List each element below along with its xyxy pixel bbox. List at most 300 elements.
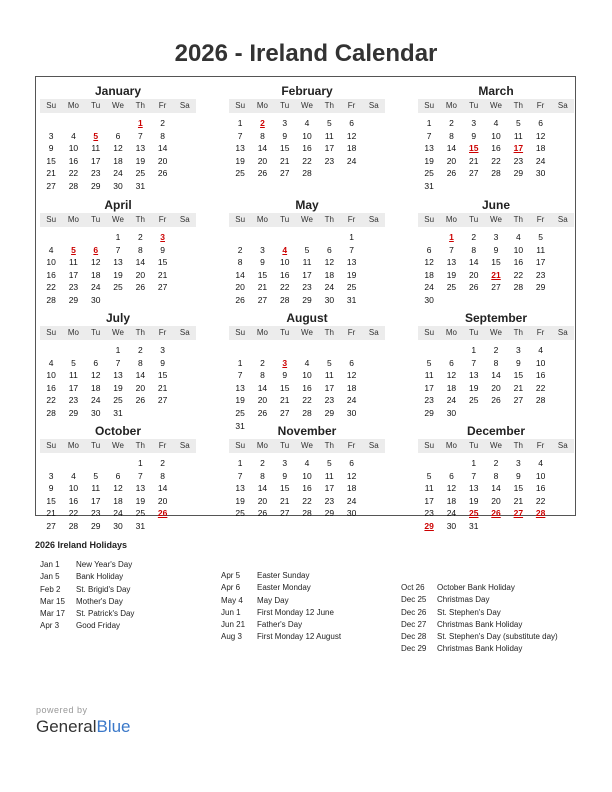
day-cell: 21 (469, 155, 479, 166)
day-cell: 8 (449, 130, 454, 141)
day-cell: 15 (280, 143, 290, 154)
day-cell: 8 (160, 470, 165, 481)
day-cell: 28 (302, 508, 312, 519)
month-april (40, 197, 196, 307)
day-cell: 28 (46, 407, 56, 418)
day-cell: 21 (513, 495, 524, 506)
weekday-label: We (301, 441, 313, 450)
day-cell: 6 (349, 357, 354, 368)
day-cell: 18 (91, 382, 101, 393)
day-cell: 27 (280, 407, 290, 418)
day-cell: 10 (68, 143, 79, 154)
day-cell: 27 (491, 282, 501, 293)
day-cell: 16 (46, 382, 56, 393)
day-cell: 4 (71, 470, 76, 481)
day-cell: 31 (113, 407, 123, 418)
day-cell: 11 (91, 483, 101, 494)
day-cell: 30 (424, 294, 434, 305)
day-cell: 31 (346, 294, 357, 305)
day-cell: 17 (68, 382, 79, 393)
weekday-label: Tu (280, 441, 290, 450)
weekday-label: Su (424, 101, 435, 110)
holiday-row (221, 595, 341, 607)
day-cell: 19 (113, 382, 123, 393)
day-cell: 18 (446, 495, 457, 506)
day-cell: 11 (324, 370, 334, 381)
day-cell: 20 (257, 155, 268, 166)
month-july (40, 310, 196, 420)
empty-cell (62, 344, 84, 357)
day-cell: 16 (280, 269, 290, 280)
day-cell: 27 (280, 508, 290, 519)
weekday-label: Fr (536, 328, 545, 337)
empty-cell (251, 344, 273, 357)
weekday-header (40, 99, 196, 113)
holiday-day: 6 (93, 244, 99, 255)
day-cell: 1 (115, 345, 121, 355)
weekday-label: Th (324, 441, 334, 450)
day-cell: 18 (446, 382, 457, 393)
day-grid (418, 457, 574, 533)
weekday-label: Su (235, 328, 246, 337)
month-name: November (277, 424, 337, 438)
day-cell: 6 (349, 458, 354, 468)
day-cell: 27 (157, 282, 168, 293)
holiday-day: 1 (137, 118, 143, 128)
weekday-label: Mo (67, 328, 79, 337)
holiday-column (40, 559, 134, 633)
day-cell: 1 (471, 345, 477, 355)
day-cell: 16 (535, 483, 546, 494)
day-cell: 18 (91, 269, 101, 280)
logo-general: General (36, 717, 97, 736)
weekday-label: Sa (368, 441, 379, 450)
day-cell: 12 (446, 370, 457, 381)
month-january (40, 83, 196, 193)
day-cell: 25 (235, 407, 245, 418)
day-cell: 20 (491, 382, 501, 393)
holiday-name: Easter Monday (257, 583, 311, 593)
day-cell: 9 (160, 244, 165, 255)
day-cell: 17 (535, 257, 546, 268)
weekday-label: Th (324, 101, 334, 110)
day-cell: 1 (349, 232, 354, 242)
day-cell: 13 (113, 257, 123, 268)
empty-cell (418, 231, 440, 244)
weekday-label: Th (513, 328, 523, 337)
weekday-label: Fr (536, 215, 545, 224)
day-cell: 14 (157, 143, 168, 154)
weekday-label: Tu (469, 101, 479, 110)
day-cell: 9 (160, 357, 165, 368)
day-cell: 15 (513, 483, 524, 494)
day-cell: 19 (135, 495, 146, 506)
day-cell: 13 (346, 257, 357, 268)
day-cell: 24 (91, 395, 101, 406)
day-cell: 16 (302, 143, 312, 154)
holiday-day: 17 (513, 143, 524, 154)
month-name: June (481, 198, 510, 212)
weekday-label: Tu (91, 441, 101, 450)
holiday-day: 5 (71, 244, 76, 255)
weekday-label: Sa (557, 101, 568, 110)
day-cell: 24 (113, 508, 123, 519)
day-cell: 29 (302, 294, 312, 305)
weekday-label: Su (424, 328, 435, 337)
day-cell: 28 (302, 168, 312, 179)
weekday-label: Mo (445, 215, 457, 224)
day-cell: 24 (113, 168, 123, 179)
day-cell: 23 (424, 508, 434, 519)
day-cell: 7 (449, 244, 454, 255)
day-cell: 29 (68, 407, 79, 418)
month-name: September (464, 311, 528, 325)
day-cell: 22 (46, 282, 56, 293)
weekday-label: Fr (347, 215, 356, 224)
day-cell: 22 (491, 155, 501, 166)
day-cell: 1 (426, 118, 432, 128)
day-cell: 31 (424, 180, 434, 191)
empty-cell (40, 457, 62, 470)
day-cell: 8 (160, 130, 165, 141)
day-cell: 3 (493, 232, 499, 242)
weekday-label: Th (135, 328, 145, 337)
empty-cell (107, 117, 129, 130)
day-cell: 7 (115, 244, 121, 255)
day-cell: 18 (535, 143, 546, 154)
day-cell: 26 (235, 294, 245, 305)
weekday-label: We (112, 441, 124, 450)
day-cell: 18 (424, 269, 434, 280)
day-cell: 25 (135, 508, 146, 519)
holiday-name: First Monday 12 June (257, 607, 334, 617)
day-cell: 25 (113, 395, 123, 406)
day-grid (40, 231, 196, 307)
weekday-label: We (490, 328, 502, 337)
day-cell: 17 (424, 382, 434, 393)
day-cell: 18 (113, 155, 123, 166)
weekday-header (418, 439, 574, 453)
day-cell: 29 (424, 407, 434, 418)
day-cell: 28 (280, 294, 290, 305)
day-cell: 29 (68, 294, 79, 305)
day-cell: 17 (302, 269, 312, 280)
day-cell: 2 (493, 458, 499, 468)
weekday-label: Mo (67, 441, 79, 450)
day-cell: 14 (157, 483, 168, 494)
weekday-label: We (490, 215, 502, 224)
day-cell: 22 (535, 382, 546, 393)
day-cell: 4 (538, 458, 543, 468)
day-cell: 20 (157, 155, 168, 166)
day-grid (229, 231, 385, 307)
month-name: December (466, 424, 526, 438)
day-cell: 1 (237, 357, 243, 368)
day-cell: 21 (46, 508, 56, 519)
day-cell: 21 (280, 155, 290, 166)
day-cell: 5 (515, 118, 521, 128)
month-march (418, 83, 574, 193)
day-cell: 14 (135, 257, 146, 268)
holiday-column (221, 570, 341, 644)
holiday-date: May 4 (221, 595, 243, 605)
weekday-header (40, 439, 196, 453)
holiday-day: 1 (449, 232, 454, 242)
holiday-name: First Monday 12 August (257, 632, 342, 642)
day-cell: 12 (346, 130, 357, 141)
empty-cell (296, 344, 318, 357)
holiday-day: 3 (282, 357, 288, 368)
day-cell: 10 (535, 357, 546, 368)
day-cell: 7 (237, 470, 243, 481)
holiday-date: Apr 6 (221, 583, 241, 593)
day-cell: 18 (324, 269, 335, 280)
day-cell: 24 (324, 282, 335, 293)
day-cell: 13 (469, 483, 479, 494)
holiday-date: Dec 29 (401, 644, 427, 654)
weekday-label: Su (46, 441, 57, 450)
day-cell: 30 (446, 520, 457, 531)
day-cell: 16 (535, 370, 546, 381)
day-cell: 19 (469, 382, 479, 393)
weekday-label: We (112, 101, 124, 110)
day-cell: 22 (302, 395, 312, 406)
day-cell: 12 (424, 257, 434, 268)
day-cell: 20 (135, 382, 146, 393)
holiday-day: 4 (282, 244, 288, 255)
empty-cell (107, 457, 129, 470)
generalblue-logo[interactable] (36, 717, 131, 737)
day-cell: 10 (302, 470, 312, 481)
day-cell: 23 (91, 508, 101, 519)
day-cell: 23 (68, 282, 79, 293)
day-cell: 9 (260, 257, 265, 268)
day-cell: 13 (113, 370, 123, 381)
holiday-day: 26 (491, 508, 501, 519)
day-cell: 16 (68, 155, 79, 166)
holiday-date: Dec 27 (401, 619, 427, 629)
day-cell: 27 (46, 520, 56, 531)
weekday-label: Fr (158, 328, 167, 337)
day-cell: 23 (535, 269, 546, 280)
day-cell: 8 (471, 244, 477, 255)
day-cell: 17 (91, 495, 101, 506)
day-cell: 2 (237, 244, 243, 255)
day-cell: 28 (491, 168, 501, 179)
day-cell: 24 (446, 395, 457, 406)
day-cell: 25 (113, 282, 123, 293)
day-cell: 1 (237, 458, 243, 468)
day-cell: 23 (324, 155, 335, 166)
empty-cell (85, 117, 107, 130)
day-cell: 4 (71, 130, 76, 141)
day-cell: 9 (282, 370, 288, 381)
weekday-label: Su (235, 101, 246, 110)
day-cell: 20 (157, 495, 168, 506)
day-cell: 10 (535, 470, 546, 481)
holiday-date: Feb 2 (40, 584, 61, 594)
weekday-label: Th (513, 101, 523, 110)
holiday-row (40, 608, 134, 620)
empty-cell (229, 344, 251, 357)
weekday-label: We (112, 215, 124, 224)
day-cell: 16 (513, 257, 524, 268)
empty-cell (85, 344, 107, 357)
day-cell: 18 (346, 143, 357, 154)
holiday-name: St. Stephen's Day (437, 607, 501, 617)
day-cell: 7 (426, 130, 432, 141)
weekday-label: Th (135, 101, 145, 110)
holiday-day: 21 (491, 269, 501, 280)
day-grid (229, 344, 385, 432)
holiday-day: 28 (535, 508, 546, 519)
empty-cell (62, 457, 84, 470)
day-cell: 4 (304, 118, 310, 128)
day-cell: 20 (446, 155, 457, 166)
day-cell: 11 (324, 470, 334, 481)
day-cell: 16 (491, 143, 501, 154)
day-grid (40, 117, 196, 193)
empty-cell (440, 457, 462, 470)
day-cell: 16 (46, 269, 56, 280)
weekday-label: Tu (469, 328, 479, 337)
day-cell: 22 (68, 508, 79, 519)
empty-cell (85, 231, 107, 244)
day-cell: 5 (326, 118, 332, 128)
empty-cell (440, 344, 462, 357)
day-cell: 13 (469, 370, 479, 381)
holiday-date: Jun 21 (221, 620, 246, 630)
weekday-header (418, 99, 574, 113)
day-cell: 18 (346, 382, 357, 393)
day-cell: 29 (91, 520, 101, 531)
day-cell: 21 (46, 168, 56, 179)
holiday-date: Jan 5 (40, 572, 60, 582)
weekday-header (40, 326, 196, 340)
weekday-label: Su (424, 441, 435, 450)
holiday-day: 5 (93, 130, 99, 141)
day-cell: 4 (48, 244, 54, 255)
day-cell: 19 (113, 269, 123, 280)
day-grid (40, 457, 196, 533)
day-cell: 19 (235, 155, 245, 166)
day-cell: 22 (46, 395, 56, 406)
day-cell: 2 (160, 458, 165, 468)
holiday-row (40, 620, 134, 632)
holiday-day: 25 (469, 508, 479, 519)
day-cell: 5 (326, 357, 332, 368)
holiday-name: St. Stephen's Day (substitute day) (437, 632, 558, 642)
day-grid (229, 117, 385, 180)
day-cell: 29 (513, 168, 524, 179)
weekday-label: Sa (179, 441, 190, 450)
month-december (418, 423, 574, 533)
day-grid (418, 344, 574, 420)
day-cell: 15 (513, 370, 524, 381)
day-cell: 13 (424, 143, 434, 154)
holiday-name: St. Brigid's Day (76, 584, 131, 594)
weekday-label: Su (235, 215, 246, 224)
holiday-row (401, 643, 558, 655)
day-cell: 10 (46, 257, 56, 268)
holiday-date: Dec 26 (401, 607, 427, 617)
holiday-date: Mar 17 (40, 609, 65, 619)
day-cell: 8 (137, 357, 143, 368)
day-cell: 14 (469, 257, 479, 268)
day-cell: 14 (257, 483, 268, 494)
day-cell: 12 (446, 483, 457, 494)
month-name: August (286, 311, 328, 325)
weekday-label: Tu (91, 328, 101, 337)
day-cell: 20 (469, 269, 479, 280)
day-cell: 13 (135, 483, 146, 494)
day-cell: 26 (257, 168, 268, 179)
weekday-label: Th (513, 441, 523, 450)
day-cell: 4 (48, 357, 54, 368)
day-cell: 6 (449, 470, 454, 481)
holiday-date: Jan 1 (40, 560, 60, 569)
day-cell: 13 (235, 382, 245, 393)
day-cell: 15 (46, 495, 56, 506)
day-cell: 24 (91, 282, 101, 293)
holiday-name: Easter Sunday (257, 571, 310, 580)
empty-cell (40, 231, 62, 244)
day-cell: 5 (71, 357, 76, 368)
day-cell: 7 (137, 470, 143, 481)
holiday-row (401, 594, 558, 606)
weekday-header (229, 99, 385, 113)
day-cell: 26 (135, 395, 146, 406)
weekday-label: We (301, 328, 313, 337)
day-cell: 24 (535, 155, 546, 166)
day-cell: 3 (515, 345, 521, 355)
day-cell: 20 (491, 495, 501, 506)
holiday-day: 3 (160, 232, 165, 242)
day-cell: 8 (260, 470, 265, 481)
day-cell: 6 (426, 244, 432, 255)
day-cell: 9 (515, 357, 521, 368)
day-cell: 19 (235, 495, 245, 506)
day-cell: 27 (257, 294, 268, 305)
day-cell: 12 (113, 483, 123, 494)
holiday-row (221, 570, 341, 582)
day-cell: 11 (513, 130, 523, 141)
day-cell: 6 (326, 244, 332, 255)
holiday-date: Aug 3 (221, 632, 242, 642)
day-cell: 23 (302, 282, 312, 293)
weekday-label: Fr (347, 101, 356, 110)
day-cell: 25 (235, 508, 245, 519)
day-cell: 20 (257, 495, 268, 506)
day-cell: 12 (346, 370, 357, 381)
day-cell: 20 (257, 395, 268, 406)
day-cell: 31 (135, 180, 146, 191)
day-cell: 5 (93, 470, 99, 481)
day-cell: 2 (493, 345, 499, 355)
holiday-name: May Day (257, 595, 289, 605)
powered-by: powered by (36, 705, 88, 715)
day-cell: 14 (235, 269, 245, 280)
day-cell: 15 (280, 483, 290, 494)
day-cell: 28 (68, 180, 79, 191)
day-cell: 19 (469, 495, 479, 506)
day-cell: 6 (93, 357, 99, 368)
day-cell: 10 (302, 130, 312, 141)
day-cell: 22 (513, 269, 524, 280)
day-cell: 17 (324, 382, 335, 393)
holiday-row (221, 631, 341, 643)
weekday-label: Mo (445, 101, 457, 110)
